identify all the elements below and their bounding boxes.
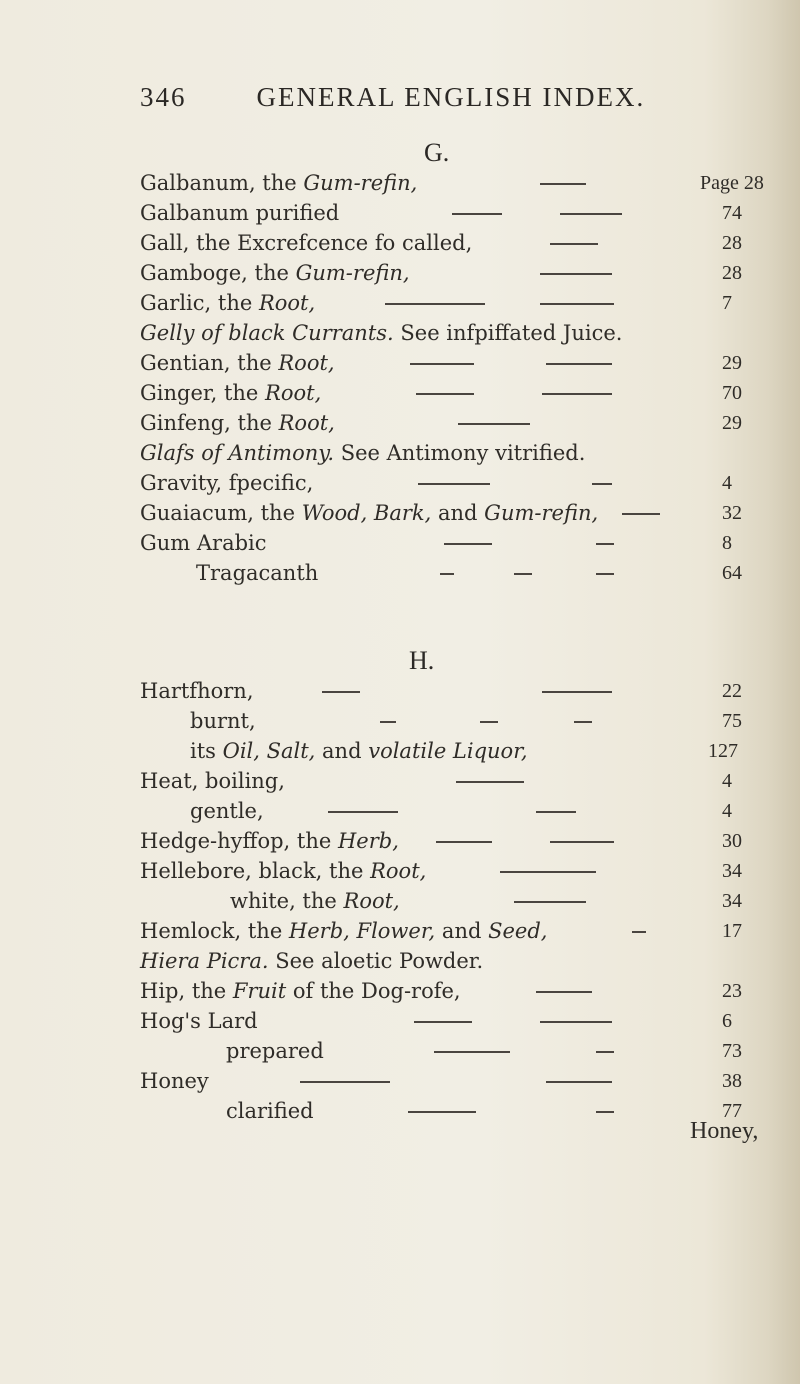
index-entry: Ginfeng, the Root, 29 — [0, 408, 800, 438]
index-entry: Galbanum purified 74 — [0, 198, 800, 228]
page-ref: 73 — [722, 1040, 742, 1062]
page-ref: 6 — [722, 1010, 732, 1032]
page-ref: 28 — [722, 262, 742, 284]
page-ref: 4 — [722, 770, 732, 792]
page-ref: 4 — [722, 800, 732, 822]
index-entry: Hedge-hyffop, the Herb, 30 — [0, 826, 800, 856]
page-ref: 7 — [722, 292, 732, 314]
index-entry: prepared 73 — [0, 1036, 800, 1066]
index-entry: Hip, the Fruit of the Dog-rofe, 23 — [0, 976, 800, 1006]
index-entry: Garlic, the Root, 7 — [0, 288, 800, 318]
page-ref: 77 — [722, 1100, 742, 1122]
page-ref: 29 — [722, 412, 742, 434]
page-ref: 75 — [722, 710, 742, 732]
index-entry: burnt, 75 — [0, 706, 800, 736]
page-ref: 74 — [722, 202, 742, 224]
index-entry: Hartfhorn, 22 — [0, 676, 800, 706]
index-entry: gentle, 4 — [0, 796, 800, 826]
page-title: GENERAL ENGLISH INDEX. — [256, 82, 646, 112]
index-entry: Ginger, the Root, 70 — [0, 378, 800, 408]
index-entry: Glafs of Antimony. See Antimony vitrified. — [140, 441, 586, 465]
index-entry: Galbanum, the Gum-refin, Page 28 — [0, 168, 800, 198]
catchword: Honey, — [690, 1118, 759, 1144]
index-entry: Gelly of black Currants. See infpiffated Juice. — [140, 321, 623, 345]
page-ref: 8 — [722, 532, 732, 554]
index-entry: Honey 38 — [0, 1066, 800, 1096]
index-entry: Gum Arabic 8 — [0, 528, 800, 558]
section-heading-h: H. — [409, 646, 435, 675]
page-ref: 64 — [722, 562, 742, 584]
page-ref: 70 — [722, 382, 742, 404]
index-entry: white, the Root, 34 — [0, 886, 800, 916]
page-ref: 28 — [722, 232, 742, 254]
index-entry: Gravity, fpecific, 4 — [0, 468, 800, 498]
page-ref: 17 — [722, 920, 742, 942]
index-entry: Heat, boiling, 4 — [0, 766, 800, 796]
page-ref: 127 — [708, 740, 738, 762]
page-ref: Page 28 — [700, 172, 764, 194]
page-ref: 32 — [722, 502, 742, 524]
index-entry: Gall, the Excrefcence fo called, 28 — [0, 228, 800, 258]
index-entry: Hog's Lard 6 — [0, 1006, 800, 1036]
page-ref: 38 — [722, 1070, 742, 1092]
page-ref: 34 — [722, 860, 742, 882]
index-entry: Tragacanth 64 — [0, 558, 800, 588]
index-entry: Hellebore, black, the Root, 34 — [0, 856, 800, 886]
index-entry: Hemlock, the Herb, Flower, and Seed, 17 — [0, 916, 800, 946]
page-ref: 29 — [722, 352, 742, 374]
page-header — [140, 82, 645, 113]
page-number: 346 — [140, 82, 187, 112]
page-ref: 23 — [722, 980, 742, 1002]
index-entry: clarified 77 — [0, 1096, 800, 1126]
section-heading-g: G. — [424, 138, 450, 167]
index-entry: Guaiacum, the Wood, Bark, and Gum-refin, 32 — [0, 498, 800, 528]
page-ref: 4 — [722, 472, 732, 494]
page-ref: 30 — [722, 830, 742, 852]
index-entry: Gamboge, the Gum-refin, 28 — [0, 258, 800, 288]
index-entry: Hiera Picra. See aloetic Powder. — [140, 949, 484, 973]
page-ref: 34 — [722, 890, 742, 912]
page-ref: 22 — [722, 680, 742, 702]
index-entry: Gentian, the Root, 29 — [0, 348, 800, 378]
index-entry: its Oil, Salt, and volatile Liquor, 127 — [0, 736, 800, 766]
